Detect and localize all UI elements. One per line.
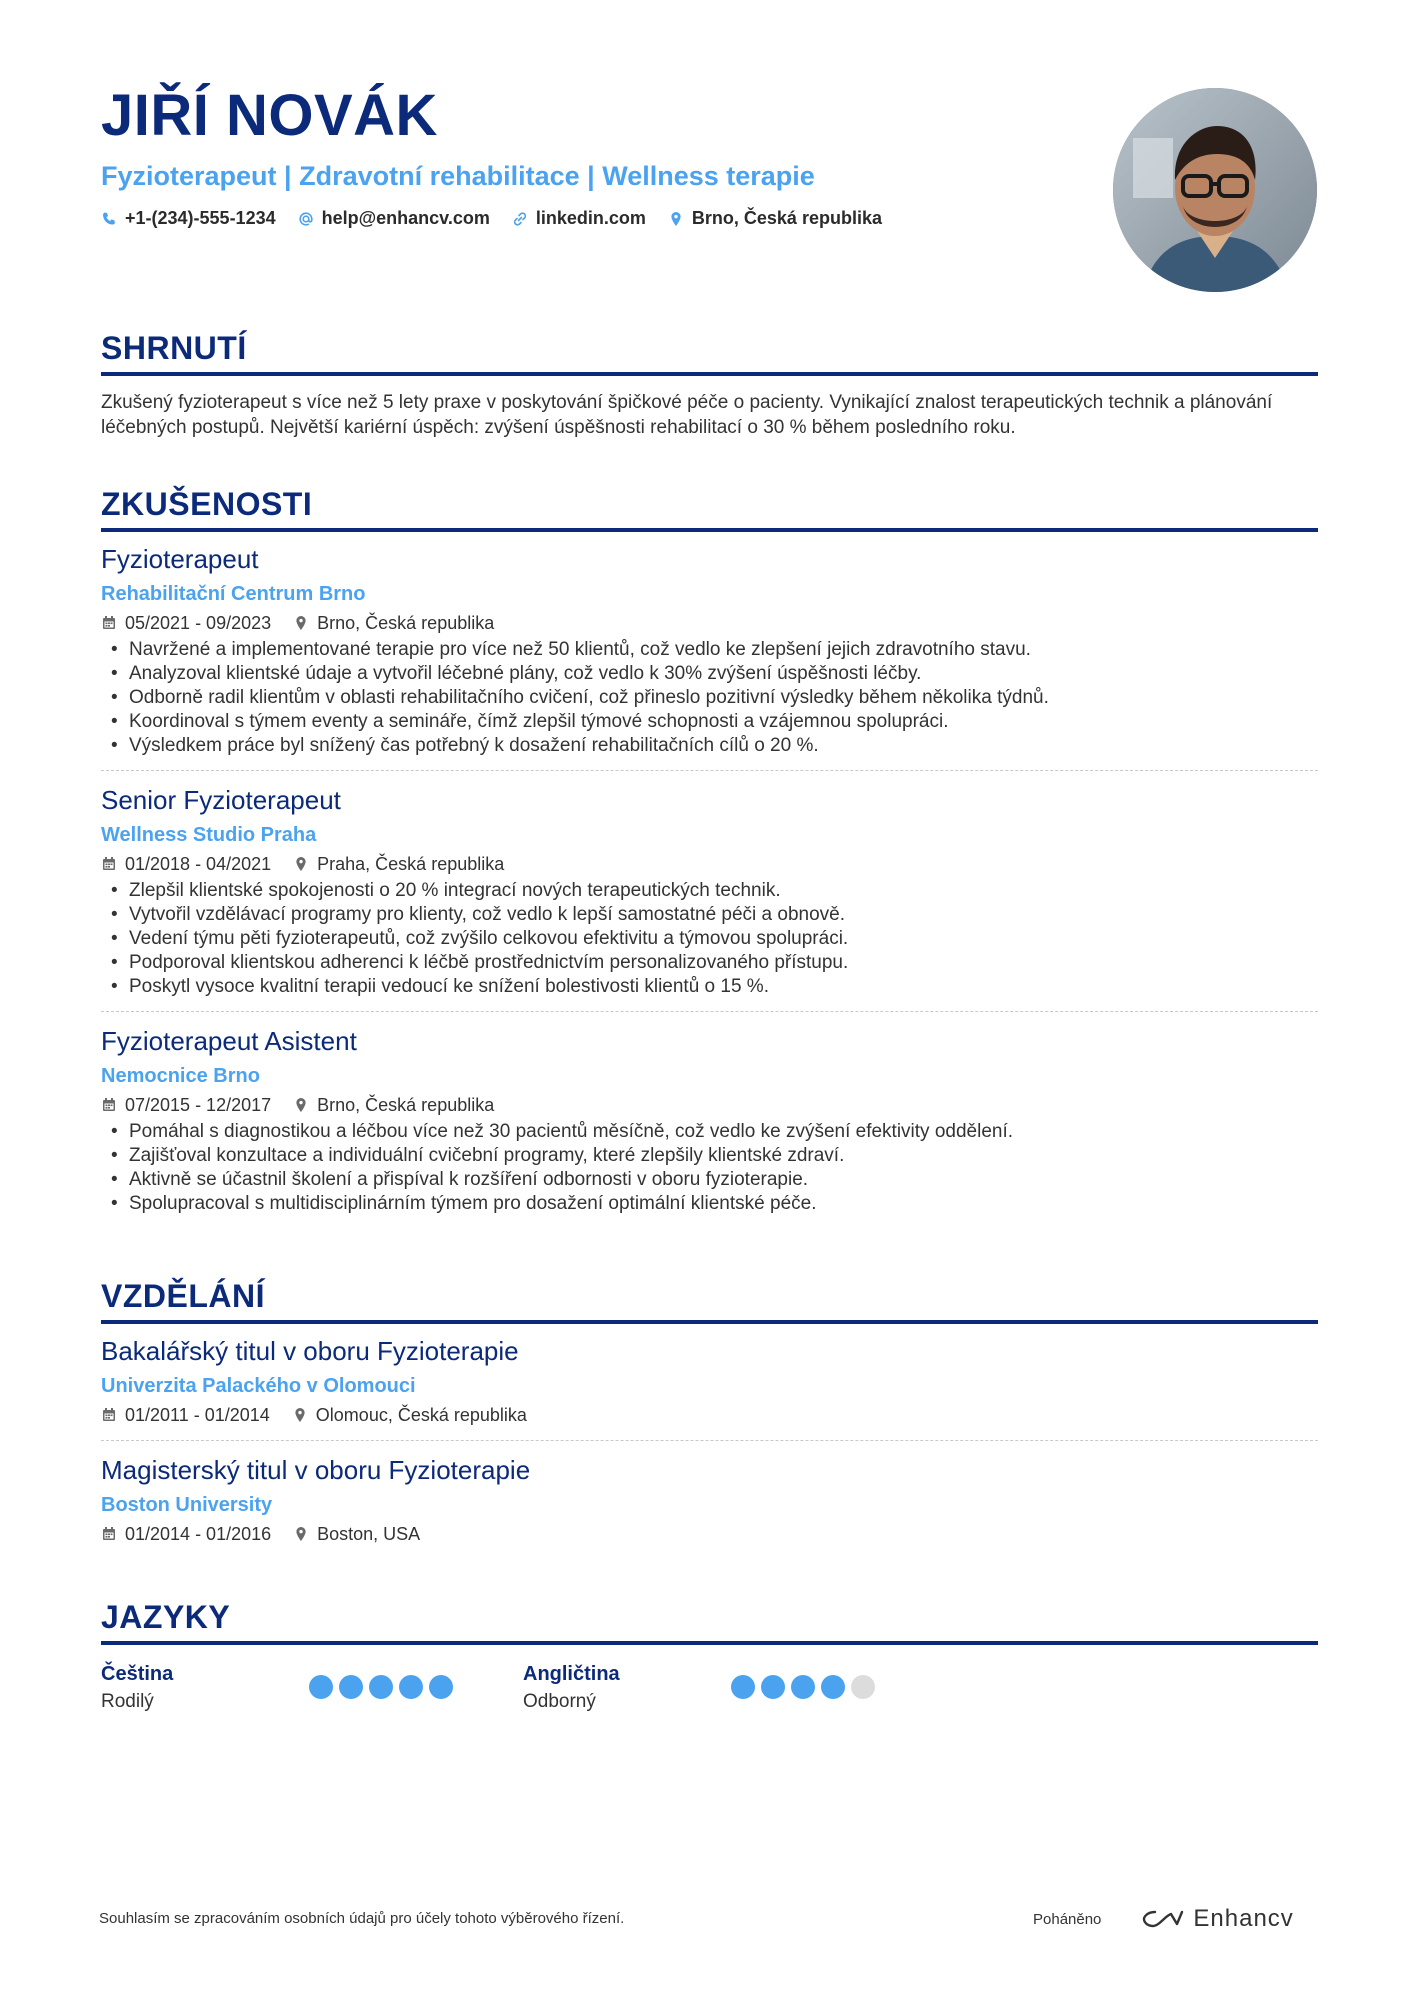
language-level: Odborný	[523, 1691, 596, 1712]
experience-entry	[101, 783, 1318, 1012]
brand-logo[interactable]	[1141, 1905, 1293, 1933]
job-bullets	[101, 879, 1318, 999]
rating-dot-filled	[339, 1675, 363, 1699]
experience-entry	[101, 542, 1318, 771]
job-bullets	[101, 638, 1318, 758]
rating-dot-empty	[851, 1675, 875, 1699]
job-meta	[101, 610, 1318, 636]
calendar-icon	[101, 1407, 117, 1423]
brand-name: Enhancv	[1193, 1905, 1294, 1932]
bullet-item: • Výsledkem práce byl snížený čas potřebný k dosažení rehabilitačních cílů o 20 %.	[101, 734, 1318, 758]
entry-divider	[101, 1440, 1318, 1441]
enhancv-logo-icon	[1141, 1908, 1185, 1930]
language-item	[523, 1661, 945, 1715]
rating-dot-filled	[731, 1675, 755, 1699]
languages-heading: JAZYKY	[101, 1599, 231, 1635]
job-title: Fyzioterapeut Asistent	[101, 1026, 357, 1056]
calendar-icon	[101, 1097, 117, 1113]
contact-bar	[101, 208, 1101, 229]
profile-photo	[1113, 88, 1317, 292]
languages-section	[101, 1597, 1318, 1715]
bullet-item: • Koordinoval s týmem eventy a semináře, čímž zlepšil týmové schopnosti a vzájemnou spolupráci.	[101, 710, 1318, 734]
job-meta	[101, 851, 1318, 877]
education-location: Olomouc, Česká republika	[315, 1405, 527, 1425]
section-rule	[101, 1641, 1318, 1645]
phone-text: +1-(234)-555-1234	[125, 208, 276, 228]
education-dates: 01/2014 - 01/2016	[125, 1524, 272, 1544]
degree-title: Bakalářský titul v oboru Fyzioterapie	[101, 1336, 519, 1366]
candidate-headline: Fyzioterapeut | Zdravotní rehabilitace | Wellness terapie	[101, 161, 815, 191]
section-rule	[101, 1320, 1318, 1324]
bullet-item: • Zlepšil klientské spokojenosti o 20 % integrací nových terapeutických technik.	[101, 879, 1318, 903]
company-name: Wellness Studio Praha	[101, 824, 317, 846]
bullet-item: • Pomáhal s diagnostikou a léčbou více než 30 pacientů měsíčně, což vedlo ke zvýšení efektivity oddělení.	[101, 1120, 1318, 1144]
job-location: Brno, Česká republika	[317, 1095, 495, 1115]
bullet-item: • Vytvořil vzdělávací programy pro klienty, což vedlo k lepší samostatné péči a obnově.	[101, 903, 1318, 927]
rating-dot-filled	[309, 1675, 333, 1699]
email-text: help@enhancv.com	[321, 208, 490, 228]
resume-header	[101, 80, 1101, 229]
job-location: Praha, Česká republika	[317, 854, 505, 874]
job-location: Brno, Česká republika	[317, 613, 495, 633]
location-pin-icon	[293, 856, 309, 872]
rating-dot-filled	[369, 1675, 393, 1699]
school-name: Boston University	[101, 1494, 273, 1516]
job-dates: 05/2021 - 09/2023	[125, 613, 272, 633]
education-meta	[101, 1402, 1318, 1428]
language-rating	[731, 1675, 875, 1715]
education-entry	[101, 1334, 1318, 1441]
experience-heading: ZKUŠENOSTI	[101, 486, 313, 522]
contact-email[interactable]	[298, 208, 490, 229]
phone-icon	[101, 211, 117, 227]
rating-dot-filled	[821, 1675, 845, 1699]
job-meta	[101, 1092, 1318, 1118]
bullet-item: • Aktivně se účastnil školení a přispíval k rozšíření odbornosti v oboru fyzioterapie.	[101, 1168, 1318, 1192]
education-heading: VZDĚLÁNÍ	[101, 1278, 265, 1314]
bullet-item: • Zajišťoval konzultace a individuální cvičební programy, které zlepšily klientské zdraví.	[101, 1144, 1318, 1168]
education-entry	[101, 1453, 1318, 1547]
rating-dot-filled	[761, 1675, 785, 1699]
experience-section	[101, 484, 1318, 1216]
education-dates: 01/2011 - 01/2014	[125, 1405, 270, 1425]
entry-divider	[101, 770, 1318, 771]
powered-label: Poháněno	[1033, 1910, 1102, 1928]
section-rule	[101, 528, 1318, 532]
bullet-item: • Odborně radil klientům v oblasti rehabilitačního cvičení, což přineslo pozitivní výsledky během několika týdnů.	[101, 686, 1318, 710]
location-pin-icon	[292, 1407, 308, 1423]
entry-divider	[101, 1011, 1318, 1012]
education-meta	[101, 1521, 1318, 1547]
bullet-item: • Podporoval klientskou adherenci k léčbě prostřednictvím personalizovaného přístupu.	[101, 951, 1318, 975]
language-level: Rodilý	[101, 1691, 154, 1712]
company-name: Nemocnice Brno	[101, 1065, 260, 1087]
section-rule	[101, 372, 1318, 376]
location-pin-icon	[293, 1526, 309, 1542]
language-name: Čeština	[101, 1663, 174, 1685]
link-icon	[512, 211, 528, 227]
summary-text: Zkušený fyzioterapeut s více než 5 lety praxe v poskytování špičkové péče o pacienty. Vynikající znalost terapeutických technik a plánování léčebných postupů. Největší kariérní úspěch: zvýšení úspěšnosti rehabilitací o 30 % během posledního roku.	[101, 392, 1273, 438]
footer-branding	[1033, 1905, 1294, 1933]
calendar-icon	[101, 1526, 117, 1542]
job-dates: 01/2018 - 04/2021	[125, 854, 272, 874]
bullet-item: • Vedení týmu pěti fyzioterapeutů, což zvýšilo celkovou efektivitu a týmovou spolupráci.	[101, 927, 1318, 951]
company-name: Rehabilitační Centrum Brno	[101, 583, 366, 605]
bullet-item: • Analyzoval klientské údaje a vytvořil léčebné plány, což vedlo k 30% zvýšení úspěšnosti léčby.	[101, 662, 1318, 686]
language-list	[101, 1661, 1318, 1715]
language-rating	[309, 1675, 453, 1715]
consent-text: Souhlasím se zpracováním osobních údajů pro účely tohoto výběrového řízení.	[99, 1910, 625, 1927]
contact-phone[interactable]	[101, 208, 276, 229]
rating-dot-filled	[791, 1675, 815, 1699]
candidate-name: JIŘÍ NOVÁK	[101, 83, 438, 148]
contact-location	[668, 208, 882, 229]
education-location: Boston, USA	[317, 1524, 421, 1544]
job-title: Fyzioterapeut	[101, 544, 259, 574]
bullet-item: • Spolupracoval s multidisciplinárním týmem pro dosažení optimální klientské péče.	[101, 1192, 1318, 1216]
location-pin-icon	[668, 211, 684, 227]
education-section	[101, 1276, 1318, 1547]
rating-dot-filled	[399, 1675, 423, 1699]
rating-dot-filled	[429, 1675, 453, 1699]
summary-heading: SHRNUTÍ	[101, 330, 247, 366]
job-dates: 07/2015 - 12/2017	[125, 1095, 272, 1115]
location-pin-icon	[293, 1097, 309, 1113]
school-name: Univerzita Palackého v Olomouci	[101, 1375, 416, 1397]
bullet-item: • Poskytl vysoce kvalitní terapii vedoucí ke snížení bolestivosti klientů o 15 %.	[101, 975, 1318, 999]
bullet-item: • Navržené a implementované terapie pro více než 50 klientů, což vedlo ke zlepšení jejich zdravotního stavu.	[101, 638, 1318, 662]
linkedin-text: linkedin.com	[535, 208, 646, 228]
job-bullets	[101, 1120, 1318, 1216]
at-icon	[298, 211, 314, 227]
location-text: Brno, Česká republika	[691, 208, 882, 228]
job-title: Senior Fyzioterapeut	[101, 785, 341, 815]
calendar-icon	[101, 856, 117, 872]
contact-linkedin[interactable]	[512, 208, 646, 229]
calendar-icon	[101, 615, 117, 631]
degree-title: Magisterský titul v oboru Fyzioterapie	[101, 1455, 531, 1485]
location-pin-icon	[293, 615, 309, 631]
summary-section	[101, 328, 1318, 440]
experience-entry	[101, 1024, 1318, 1216]
language-name: Angličtina	[523, 1663, 620, 1685]
language-item	[101, 1661, 523, 1715]
